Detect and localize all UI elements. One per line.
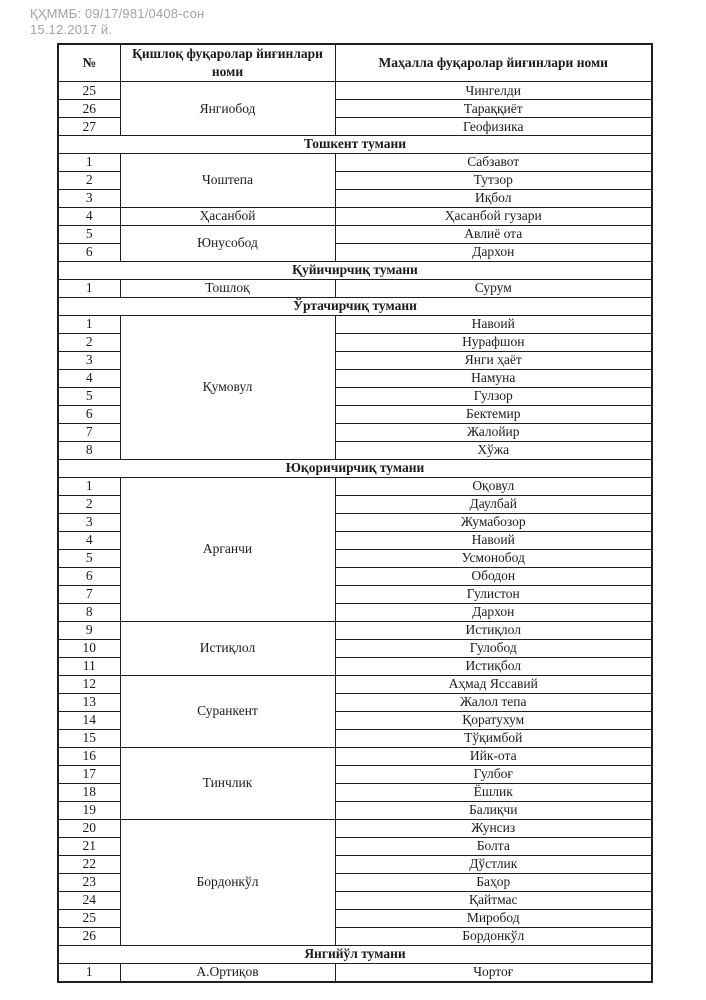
mahalla-assembly-cell: Аҳмад Яссавий xyxy=(335,675,652,693)
mahalla-assembly-cell: Бектемир xyxy=(335,406,652,424)
row-number-cell: 5 xyxy=(58,226,120,244)
row-number-cell: 26 xyxy=(58,927,120,945)
col-header-mahalla-assembly: Маҳалла фуқаролар йиғинлари номи xyxy=(335,44,652,82)
row-number-cell: 5 xyxy=(58,388,120,406)
mahalla-assembly-cell: Қоратухум xyxy=(335,711,652,729)
mahalla-assembly-cell: Навоий xyxy=(335,316,652,334)
assemblies-table xyxy=(57,43,653,983)
row-number-cell: 7 xyxy=(58,585,120,603)
row-number-cell: 7 xyxy=(58,424,120,442)
district-section-row xyxy=(58,945,652,963)
table-header-row xyxy=(58,44,652,82)
mahalla-assembly-cell: Авлиё ота xyxy=(335,226,652,244)
table-row xyxy=(58,82,652,100)
mahalla-assembly-cell: Геофизика xyxy=(335,118,652,136)
row-number-cell: 3 xyxy=(58,352,120,370)
mahalla-assembly-cell: Хўжа xyxy=(335,442,652,460)
mahalla-assembly-cell: Сурум xyxy=(335,280,652,298)
mahalla-assembly-cell: Бордонкўл xyxy=(335,927,652,945)
row-number-cell: 10 xyxy=(58,639,120,657)
table-row xyxy=(58,477,652,495)
mahalla-assembly-cell: Гулистон xyxy=(335,585,652,603)
mahalla-assembly-cell: Дархон xyxy=(335,603,652,621)
row-number-cell: 5 xyxy=(58,549,120,567)
table-row xyxy=(58,963,652,982)
row-number-cell: 4 xyxy=(58,208,120,226)
row-number-cell: 2 xyxy=(58,334,120,352)
village-assembly-cell: Янгиобод xyxy=(120,82,335,136)
document-date: 15.12.2017 й. xyxy=(30,22,113,38)
row-number-cell: 6 xyxy=(58,244,120,262)
mahalla-assembly-cell: Қайтмас xyxy=(335,891,652,909)
village-assembly-cell: Арганчи xyxy=(120,477,335,621)
row-number-cell: 11 xyxy=(58,657,120,675)
village-assembly-cell: А.Ортиқов xyxy=(120,963,335,982)
mahalla-assembly-cell: Дархон xyxy=(335,244,652,262)
row-number-cell: 1 xyxy=(58,280,120,298)
mahalla-assembly-cell: Гулзор xyxy=(335,388,652,406)
row-number-cell: 4 xyxy=(58,370,120,388)
row-number-cell: 1 xyxy=(58,154,120,172)
row-number-cell: 8 xyxy=(58,442,120,460)
district-section-title: Янгийўл тумани xyxy=(58,945,652,963)
table-row xyxy=(58,675,652,693)
district-section-row xyxy=(58,262,652,280)
village-assembly-cell: Чоштепа xyxy=(120,154,335,208)
row-number-cell: 18 xyxy=(58,783,120,801)
mahalla-assembly-cell: Жалол тепа xyxy=(335,693,652,711)
document-reference-number: ҚҲММБ: 09/17/981/0408-сон xyxy=(30,6,205,21)
mahalla-assembly-cell: Оқовул xyxy=(335,477,652,495)
mahalla-assembly-cell: Жунсиз xyxy=(335,819,652,837)
mahalla-assembly-cell: Баҳор xyxy=(335,873,652,891)
mahalla-assembly-cell: Намуна xyxy=(335,370,652,388)
row-number-cell: 1 xyxy=(58,963,120,982)
mahalla-assembly-cell: Нурафшон xyxy=(335,334,652,352)
row-number-cell: 17 xyxy=(58,765,120,783)
mahalla-assembly-cell: Дўстлик xyxy=(335,855,652,873)
mahalla-assembly-cell: Болта xyxy=(335,837,652,855)
table-row xyxy=(58,154,652,172)
row-number-cell: 1 xyxy=(58,477,120,495)
table-row xyxy=(58,819,652,837)
row-number-cell: 25 xyxy=(58,909,120,927)
row-number-cell: 15 xyxy=(58,729,120,747)
row-number-cell: 23 xyxy=(58,873,120,891)
table-row xyxy=(58,226,652,244)
mahalla-assembly-cell: Ободон xyxy=(335,567,652,585)
mahalla-assembly-cell: Тутзор xyxy=(335,172,652,190)
district-section-title: Ўртачирчиқ тумани xyxy=(58,298,652,316)
row-number-cell: 9 xyxy=(58,621,120,639)
mahalla-assembly-cell: Чортоғ xyxy=(335,963,652,982)
row-number-cell: 22 xyxy=(58,855,120,873)
village-assembly-cell: Юнусобод xyxy=(120,226,335,262)
row-number-cell: 25 xyxy=(58,82,120,100)
table-row xyxy=(58,621,652,639)
district-section-row xyxy=(58,136,652,154)
row-number-cell: 19 xyxy=(58,801,120,819)
col-header-village-assembly: Қишлоқ фуқаролар йиғинлари номи xyxy=(120,44,335,82)
village-assembly-cell: Истиқлол xyxy=(120,621,335,675)
village-assembly-cell: Тошлоқ xyxy=(120,280,335,298)
mahalla-assembly-cell: Истиқлол xyxy=(335,621,652,639)
village-assembly-cell: Суранкент xyxy=(120,675,335,747)
col-header-number: № xyxy=(58,44,120,82)
village-assembly-cell: Қумовул xyxy=(120,316,335,460)
district-section-title: Қуйичирчиқ тумани xyxy=(58,262,652,280)
row-number-cell: 20 xyxy=(58,819,120,837)
village-assembly-cell: Ҳасанбой xyxy=(120,208,335,226)
row-number-cell: 14 xyxy=(58,711,120,729)
row-number-cell: 3 xyxy=(58,513,120,531)
mahalla-assembly-cell: Ҳасанбой гузари xyxy=(335,208,652,226)
mahalla-assembly-cell: Даулбай xyxy=(335,495,652,513)
mahalla-assembly-cell: Янги ҳаёт xyxy=(335,352,652,370)
assemblies-table-body xyxy=(58,82,652,982)
table-row xyxy=(58,747,652,765)
row-number-cell: 13 xyxy=(58,693,120,711)
document-stamp xyxy=(30,6,204,39)
village-assembly-cell: Тинчлик xyxy=(120,747,335,819)
mahalla-assembly-cell: Иқбол xyxy=(335,190,652,208)
row-number-cell: 12 xyxy=(58,675,120,693)
row-number-cell: 6 xyxy=(58,406,120,424)
village-assembly-cell: Бордонкўл xyxy=(120,819,335,945)
row-number-cell: 24 xyxy=(58,891,120,909)
mahalla-assembly-cell: Истиқбол xyxy=(335,657,652,675)
row-number-cell: 3 xyxy=(58,190,120,208)
mahalla-assembly-cell: Гулбоғ xyxy=(335,765,652,783)
row-number-cell: 6 xyxy=(58,567,120,585)
mahalla-assembly-cell: Ёшлик xyxy=(335,783,652,801)
mahalla-assembly-cell: Гулобод xyxy=(335,639,652,657)
mahalla-assembly-cell: Навоий xyxy=(335,531,652,549)
mahalla-assembly-cell: Тараққиёт xyxy=(335,100,652,118)
mahalla-assembly-cell: Жумабозор xyxy=(335,513,652,531)
mahalla-assembly-cell: Балиқчи xyxy=(335,801,652,819)
table-row xyxy=(58,208,652,226)
district-section-row xyxy=(58,460,652,478)
row-number-cell: 16 xyxy=(58,747,120,765)
row-number-cell: 21 xyxy=(58,837,120,855)
row-number-cell: 8 xyxy=(58,603,120,621)
row-number-cell: 2 xyxy=(58,495,120,513)
row-number-cell: 4 xyxy=(58,531,120,549)
row-number-cell: 2 xyxy=(58,172,120,190)
table-row xyxy=(58,316,652,334)
mahalla-assembly-cell: Ийк-ота xyxy=(335,747,652,765)
mahalla-assembly-cell: Миробод xyxy=(335,909,652,927)
mahalla-assembly-cell: Тўқимбой xyxy=(335,729,652,747)
table-row xyxy=(58,280,652,298)
district-section-title: Юқоричирчиқ тумани xyxy=(58,460,652,478)
row-number-cell: 1 xyxy=(58,316,120,334)
row-number-cell: 27 xyxy=(58,118,120,136)
district-section-row xyxy=(58,298,652,316)
mahalla-assembly-cell: Жалойир xyxy=(335,424,652,442)
mahalla-assembly-cell: Сабзавот xyxy=(335,154,652,172)
mahalla-assembly-cell: Чингелди xyxy=(335,82,652,100)
district-section-title: Тошкент тумани xyxy=(58,136,652,154)
mahalla-assembly-cell: Усмонобод xyxy=(335,549,652,567)
row-number-cell: 26 xyxy=(58,100,120,118)
